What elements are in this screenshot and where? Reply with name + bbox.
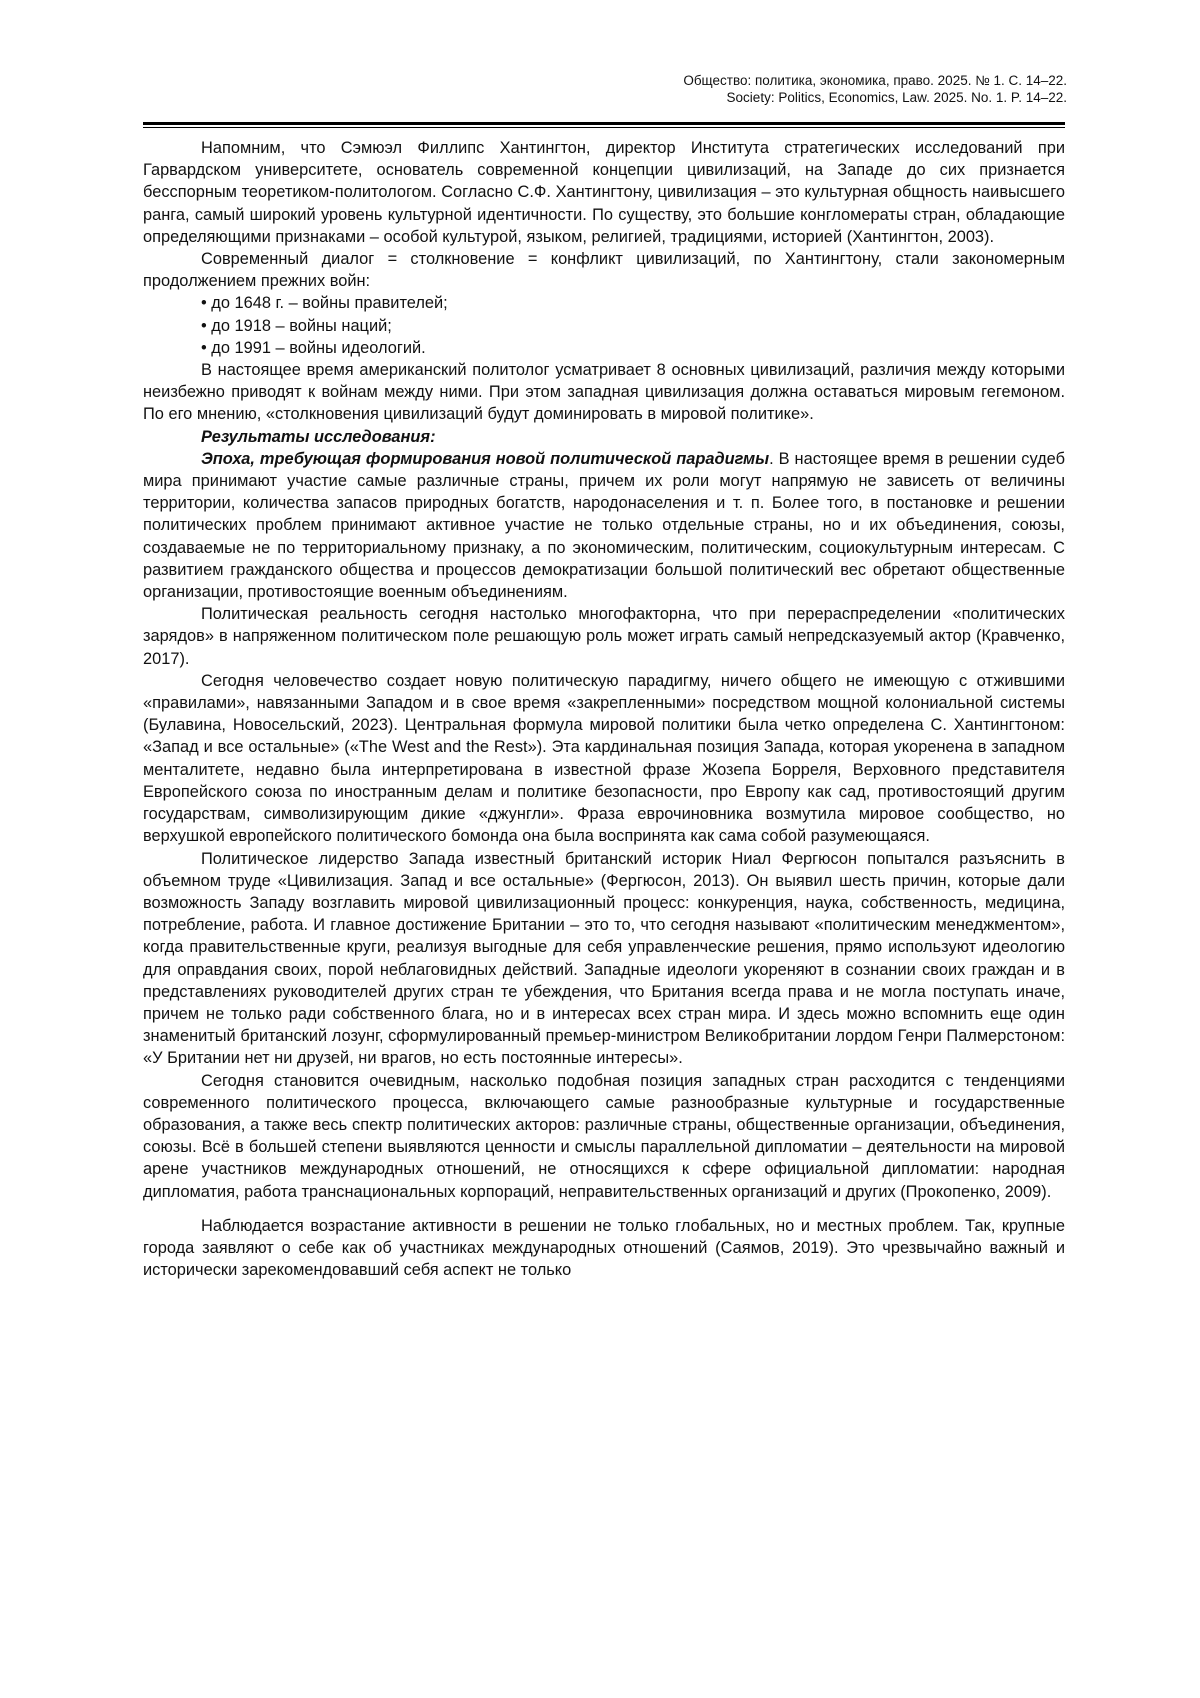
paragraph-dialogue: Современный диалог = столкновение = конфликт цивилизаций, по Хантингтону, стали закономерным продолжением прежних войн:: [143, 250, 1065, 291]
paragraph-ferguson: Политическое лидерство Запада известный британский историк Ниал Фергюсон попытался разъяснить в объемном труде «Цивилизация. Запад и все остальные» (Фергюсон, 2013). Он выявил шесть причин, которые дали возможность Западу возглавить мировой цивилизационный процесс: конкуренция, наука, собственность, медицина, потребление, работа. И главное достижение Британии – это то, что сегодня называют «политическим менеджментом», когда правительственные круги, реализуя выгодные для себя управленческие решения, прямо используют идеологию для оправдания своих, порой неблаговидных действий. Западные идеологи укореняют в сознании своих граждан и в представлениях руководителей других стран те убеждения, что Британия всегда права и не могла поступать иначе, причем не только ради собственного блага, но и в интересах всех стран мира. И здесь можно вспомнить еще один знаменитый британский лозунг, сформулированный премьер-министром Великобритании лордом Генри Палмерстоном: «У Британии нет ни друзей, ни врагов, но есть постоянные интересы».: [143, 849, 1065, 1068]
paragraph-political-reality: Политическая реальность сегодня настолько многофакторна, что при перераспределении «политических зарядов» в напряженном политическом поле решающую роль может играть самый непредсказуемый актор (Кравченко, 2017).: [143, 605, 1065, 668]
list-item-1648: • до 1648 г. – войны правителей;: [201, 294, 448, 313]
running-header-en: Society: Politics, Economics, Law. 2025. No. 1. P. 14–22.: [726, 90, 1067, 105]
paragraph-local-problems: Наблюдается возрастание активности в решении не только глобальных, но и местных проблем. Так, крупные города заявляют о себе как об участниках международных отношений (Саямов, 2019). Это чрезвычайно важный и исторически зарекомендовавший себя аспект не только: [143, 1216, 1065, 1280]
paragraph-parallel-diplomacy: Сегодня становится очевидным, насколько подобная позиция западных стран расходится с тенденциями современного политического процесса, включающего самые разнообразные культурные и государственные образования, а также весь спектр политических акторов: различные страны, общественные организации, объединения, союзы. Всё в большей степени выявляются ценности и смыслы параллельной дипломатии – деятельности на мировой арене участников международных отношений, не относящихся к сфере официальной дипломатии: народная дипломатия, работа транснациональных корпораций, неправительственных организаций и других (Прокопенко, 2009).: [143, 1071, 1065, 1201]
paragraph-eight-civilizations: В настоящее время американский политолог усматривает 8 основных цивилизаций, различия между которыми неизбежно приводят к войнам между ними. При этом западная цивилизация должна оставаться мировым гегемоном. По его мнению, «столкновения цивилизаций будут доминировать в мировой политике».: [143, 361, 1065, 424]
paragraph-subhead: Эпоха, требующая формирования новой политической парадигмы: [201, 449, 770, 468]
list-item-1991: • до 1991 – войны идеологий.: [201, 338, 426, 357]
header-rule-thick: [143, 122, 1065, 125]
paragraph-new-paradigm-text: . В настоящее время в решении судеб мира принимают участие самые различные страны, причем их роли могут напрямую не зависеть от величины территории, количества запасов природных богатств, народонаселения и т. п. Более того, в постановке и решении политических проблем принимают активное участие не только отдельные страны, но и их объединения, союзы, создаваемые не по территориальному признаку, а по экономическим, политическим, социокультурным интересам. С развитием гражданского общества и процессов демократизации большой политический вес обретают общественные организации, противостоящие военным объединениям.: [143, 449, 1065, 602]
running-header: [683, 72, 1067, 106]
section-heading-results: Результаты исследования:: [201, 427, 436, 446]
paragraph-west-and-rest: Сегодня человечество создает новую политическую парадигму, ничего общего не имеющую с отжившими «правилами», навязанными Западом и в свое время «закрепленными» посредством мощной колониальной системы (Булавина, Новосельский, 2023). Центральная формула мировой политики была четко определена С. Хантингтоном: «Запад и все остальные» («The West and the Rest»). Эта кардинальная позиция Запада, которая укоренена в западном менталитете, недавно была интерпретирована в известной фразе Жозепа Борреля, Верховного представителя Европейского союза по иностранным делам и политике безопасности, про Европу как сад, противостоящий другим государствам, символизирующим дикие «джунгли». Фраза еврочиновника возмутила мировое сообщество, но верхушкой европейского политического бомонда она была воспринята как сама собой разумеющаяся.: [143, 671, 1065, 846]
running-header-ru: Общество: политика, экономика, право. 2025. № 1. С. 14–22.: [683, 73, 1067, 88]
header-rule-thin: [143, 127, 1065, 128]
paragraph-huntington-intro: Напомним, что Сэмюэл Филлипс Хантингтон, директор Института стратегических исследований при Гарвардском университете, основатель современной концепции цивилизаций, на Западе до сих признается бесспорным теоретиком-политологом. Согласно С.Ф. Хантингтону, цивилизация – это культурная общность наивысшего ранга, самый широкий уровень культурной идентичности. По существу, это большие конгломераты стран, обладающие определяющими признаками – особой культурой, языком, религией, традициями, историей (Хантингтон, 2003).: [143, 139, 1065, 246]
paragraph-new-paradigm: [143, 448, 1065, 603]
article-body: [143, 137, 1065, 1281]
list-item-1918: • до 1918 – войны наций;: [201, 316, 392, 335]
